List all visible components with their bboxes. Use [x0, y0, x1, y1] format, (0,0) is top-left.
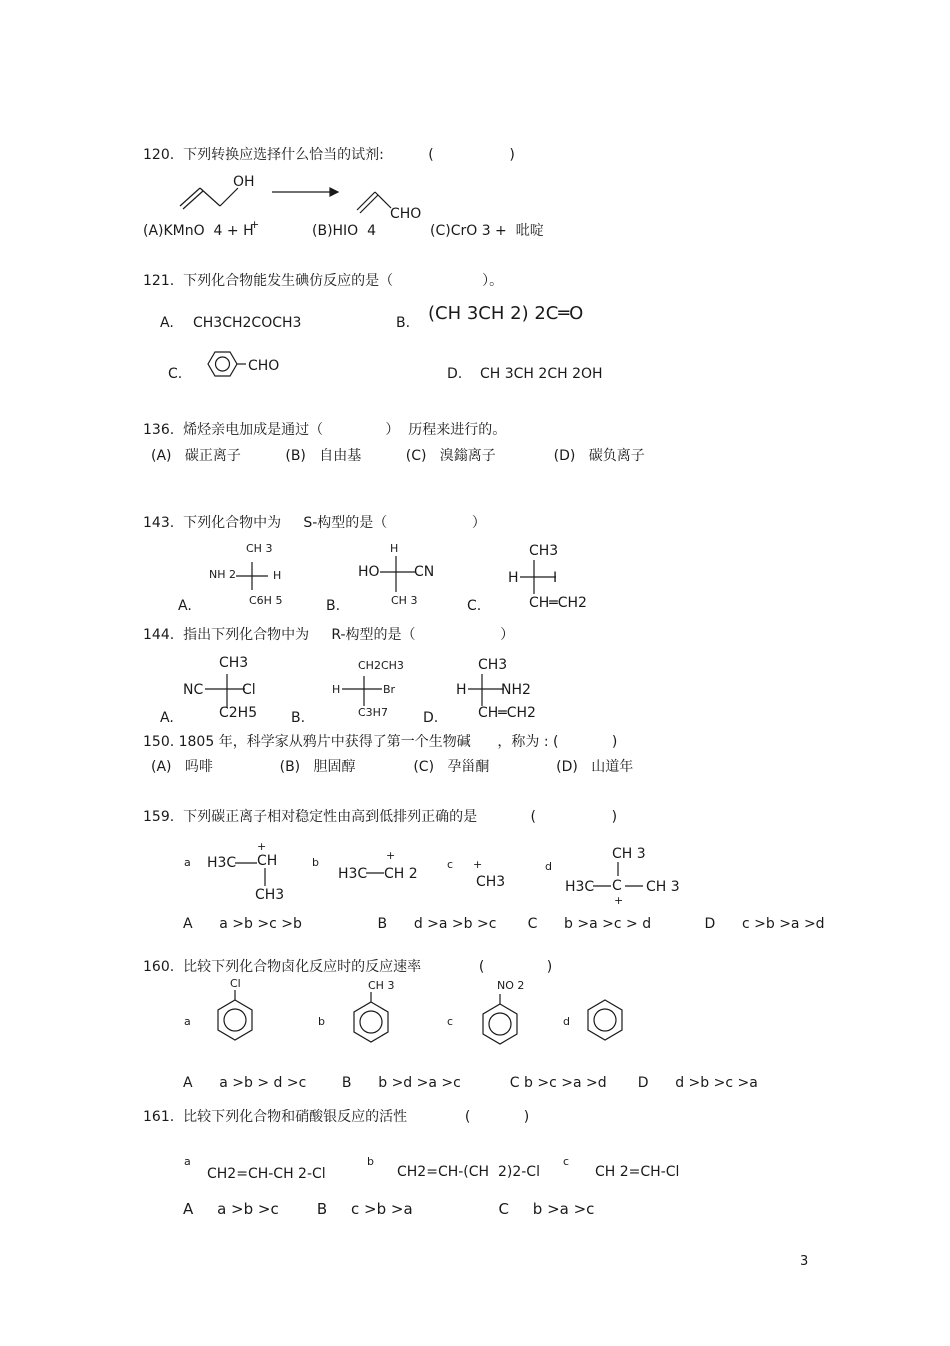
q161-answers: A a >b >c B c >b >a C b >a >c — [183, 1200, 595, 1218]
question-144-stem: 144. 指出下列化合物中为 R-构型的是（ ） — [143, 627, 515, 643]
fischer-cross — [232, 562, 272, 592]
question-150-stem: 150. 1805 年，科学家从鸦片中获得了第一个生物碱 ，称为 : ( ) — [143, 734, 618, 750]
option-label: B. — [291, 710, 306, 726]
fischer-right: I — [553, 570, 558, 586]
oh-label: OH — [233, 174, 255, 190]
compound-tag: b — [318, 1015, 325, 1028]
fischer-right: Cl — [242, 682, 256, 698]
benzene-ring-icon — [200, 350, 250, 382]
q121-option-b-formula: (CH 3CH 2) 2C═O — [428, 303, 584, 324]
charge-plus: + — [614, 894, 624, 907]
charge-plus: + — [257, 840, 267, 853]
fischer-cross — [342, 676, 382, 708]
fischer-bottom: C2H5 — [219, 705, 258, 721]
question-159-stem: 159. 下列碳正离子相对稳定性由高到低排列正确的是 ( ) — [143, 809, 618, 825]
question-160-stem: 160. 比较下列化合物卤化反应时的反应速率 ( ) — [143, 959, 553, 975]
question-143-stem: 143. 下列化合物中为 S-构型的是（ ） — [143, 515, 486, 531]
carbocation-d-top: CH 3 — [612, 846, 646, 862]
question-136-stem: 136. 烯烃亲电加成是通过（ ） 历程来进行的。 — [143, 422, 507, 438]
benzene-ring-icon — [481, 994, 521, 1050]
carbocation-a-below: CH3 — [255, 887, 285, 903]
compound-tag: a — [184, 1015, 191, 1028]
q121-option-d-label: D. — [447, 366, 463, 382]
fischer-left: H — [456, 682, 467, 698]
carbocation-tag: b — [312, 856, 319, 869]
fischer-right: CN — [414, 564, 435, 580]
q121-option-c-group: CHO — [248, 358, 280, 374]
fischer-right: NH2 — [501, 682, 531, 698]
q159-answers: A a >b >c >b B d >a >b >c C b >a >c > d D c >b >a >d — [183, 916, 825, 932]
bond-line — [593, 885, 613, 889]
q121-option-b-label: B. — [396, 315, 411, 331]
carbocation-b-left: H3C — [338, 866, 368, 882]
carbocation-a-center: CH — [257, 853, 278, 869]
compound-a-formula: CH2=CH-CH 2-Cl — [207, 1166, 326, 1182]
substituent: CH 3 — [368, 979, 395, 992]
q150-options: (A) 吗啡 (B) 胆固醇 (C) 孕甾酮 (D) 山道年 — [151, 759, 634, 775]
fischer-top: CH3 — [529, 543, 559, 559]
carbocation-b-right: CH 2 — [384, 866, 418, 882]
fischer-left: NC — [183, 682, 204, 698]
question-161-stem: 161. 比较下列化合物和硝酸银反应的活性 ( ) — [143, 1109, 530, 1125]
substituent: NO 2 — [497, 979, 525, 992]
bond-line — [235, 862, 259, 866]
q120-option-a: (A)KMnO 4 + H — [143, 223, 254, 239]
bond-line — [625, 885, 645, 889]
option-label: B. — [326, 598, 341, 614]
fischer-bottom: C3H7 — [358, 706, 388, 719]
fischer-top: H — [390, 542, 399, 555]
compound-tag: c — [447, 1015, 454, 1028]
carbocation-tag: d — [545, 860, 552, 873]
fischer-left: H — [508, 570, 519, 586]
benzene-ring-icon — [586, 998, 626, 1044]
compound-tag: a — [184, 1155, 191, 1168]
q120-option-a-superscript: + — [250, 218, 260, 231]
q121-option-a-formula: CH3CH2COCH3 — [193, 315, 302, 331]
charge-plus: + — [386, 849, 396, 862]
fischer-left: H — [332, 683, 341, 696]
fischer-left: HO — [358, 564, 380, 580]
compound-tag: b — [367, 1155, 374, 1168]
carbocation-d-right: CH 3 — [646, 879, 680, 895]
reaction-arrow-icon — [272, 186, 342, 198]
option-label: A. — [178, 598, 192, 614]
charge-plus: + — [473, 858, 483, 871]
carbocation-d-center: C — [612, 878, 622, 894]
compound-tag: c — [563, 1155, 570, 1168]
substituent: Cl — [230, 977, 241, 990]
question-120-stem: 120. 下列转换应选择什么恰当的试剂: ( ) — [143, 147, 515, 163]
fischer-right: Br — [383, 683, 396, 696]
bond-line — [264, 868, 268, 888]
option-label: D. — [423, 710, 439, 726]
compound-tag: d — [563, 1015, 570, 1028]
fischer-bottom: C6H 5 — [249, 594, 283, 607]
benzene-ring-icon — [216, 990, 256, 1046]
cho-label: CHO — [390, 206, 422, 222]
carbocation-c-center: CH3 — [476, 874, 506, 890]
fischer-bottom: CH═CH2 — [529, 595, 587, 611]
carbocation-d-left: H3C — [565, 879, 595, 895]
compound-c-formula: CH 2=CH-Cl — [595, 1164, 680, 1180]
question-121-stem: 121. 下列化合物能发生碘仿反应的是（ ）。 — [143, 273, 504, 289]
q121-option-c-label: C. — [168, 366, 183, 382]
bond-line — [617, 862, 621, 878]
fischer-right: H — [273, 569, 282, 582]
fischer-left: NH 2 — [209, 568, 236, 581]
q121-option-a-label: A. — [160, 315, 174, 331]
carbocation-tag: a — [184, 856, 191, 869]
page-number: 3 — [800, 1254, 809, 1269]
q160-answers: A a >b > d >c B b >d >a >c C b >c >a >d D d >b >c >a — [183, 1075, 758, 1091]
q136-options: (A) 碳正离子 (B) 自由基 (C) 溴鎓离子 (D) 碳负离子 — [151, 448, 645, 464]
fischer-top: CH3 — [478, 657, 508, 673]
fischer-bottom: CH 3 — [391, 594, 418, 607]
benzene-ring-icon — [352, 992, 392, 1048]
carbocation-tag: c — [447, 858, 454, 871]
compound-b-formula: CH2=CH-(CH 2)2-Cl — [397, 1164, 540, 1180]
fischer-cross — [520, 560, 556, 596]
fischer-top: CH 3 — [246, 542, 273, 555]
q120-option-c: (C)CrO 3 + 吡啶 — [430, 223, 544, 239]
fischer-top: CH2CH3 — [358, 659, 404, 672]
fischer-top: CH3 — [219, 655, 249, 671]
bond-line — [366, 872, 386, 876]
fischer-bottom: CH═CH2 — [478, 705, 536, 721]
q121-option-d-formula: CH 3CH 2CH 2OH — [480, 366, 603, 382]
option-label: A. — [160, 710, 174, 726]
option-label: C. — [467, 598, 482, 614]
fischer-cross — [380, 556, 416, 592]
q120-option-b: (B)HIO 4 — [312, 223, 377, 239]
carbocation-a-left: H3C — [207, 855, 237, 871]
